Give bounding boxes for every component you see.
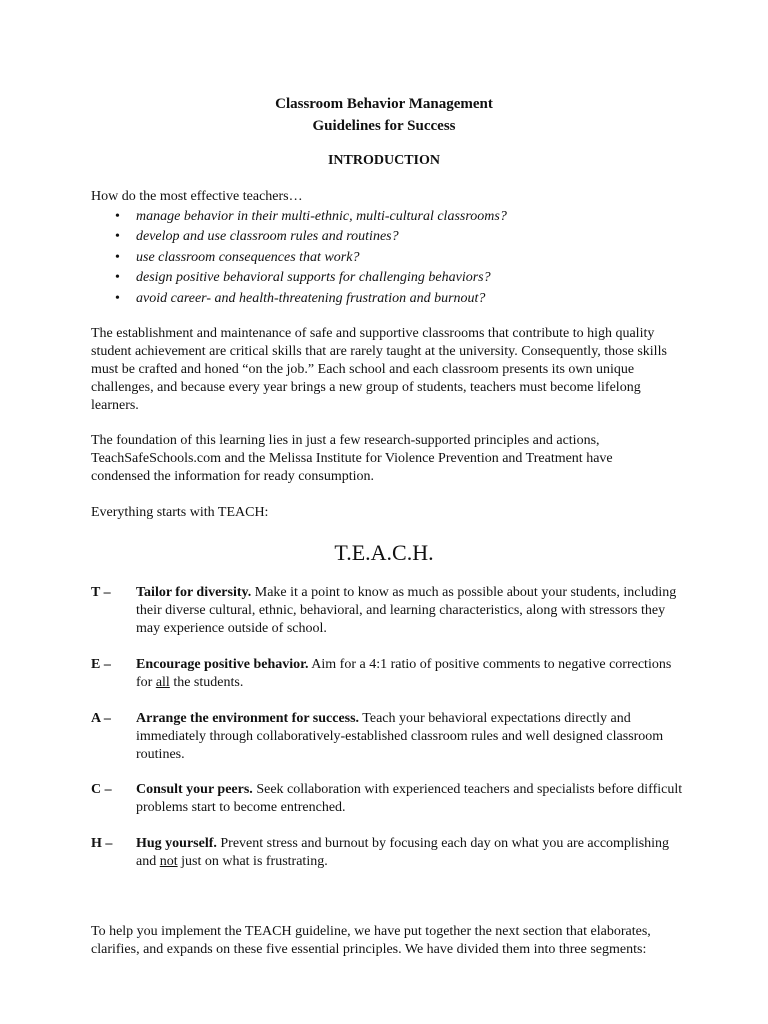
teach-item-c xyxy=(91,781,691,817)
bullet-item: • manage behavior in their multi-ethnic, multi-cultural classrooms? xyxy=(91,207,711,227)
teach-text-h-end: just on what is frustrating. xyxy=(177,854,328,869)
teach-text-e-end: the students. xyxy=(169,675,244,690)
teach-item-h xyxy=(91,835,691,871)
paragraph-foundation: The foundation of this learning lies in just a few research-supported principles and actions, TeachSafeSchools.com and the Melissa Institute for Violence Prevention and Treatment have condensed the information for ready consumption. xyxy=(91,433,613,484)
bullet-item: • avoid career- and health-threatening frustration and burnout? xyxy=(91,289,711,309)
teach-letter-e: E – xyxy=(91,657,111,672)
teach-heading-e: Encourage positive behavior. xyxy=(136,657,309,672)
document-title-line-1: Classroom Behavior Management xyxy=(275,96,493,112)
paragraph-everything-starts: Everything starts with TEACH: xyxy=(91,505,269,520)
teach-heading-a: Arrange the environment for success. xyxy=(136,711,360,726)
teach-body-t xyxy=(136,584,691,638)
teach-text-a: Teach your behavioral expectations directly and immediately through collaboratively-established classroom rules and well designed classroom routines. xyxy=(136,711,664,762)
paragraph-classroom-skills: The establishment and maintenance of safe and supportive classrooms that contribute to high quality student achievement are critical skills that are rarely taught at the university. Consequently, those skills must be crafted and honed “on the job.” Each school and each classroom presents its own unique challenges, and because every year brings a new group of students, teachers must become lifelong learners. xyxy=(91,326,667,413)
intro-question: How do the most effective teachers… xyxy=(91,189,303,204)
teach-underlined-e: all xyxy=(155,675,170,690)
teach-body-h xyxy=(136,835,691,871)
teach-letter-h: H – xyxy=(91,836,113,851)
teach-heading: T.E.A.C.H. xyxy=(334,540,434,565)
bullet-item: • use classroom consequences that work? xyxy=(91,248,711,268)
teach-text-h: Prevent stress and burnout by focusing each day on what you are accomplishing and xyxy=(136,836,670,869)
paragraph-implementation: To help you implement the TEACH guideline, we have put together the next section that elaborates, clarifies, and expands on these five essential principles. We have divided them into three segments: xyxy=(91,924,651,957)
document-title-line-2: Guidelines for Success xyxy=(312,118,456,134)
teach-item-e xyxy=(91,656,691,692)
teach-text-c: Seek collaboration with experienced teachers and specialists before difficult problems start to become entrenched. xyxy=(136,782,683,815)
teach-heading-c: Consult your peers. xyxy=(136,782,253,797)
teach-heading-h: Hug yourself. xyxy=(136,836,217,851)
teach-text-t: Make it a point to know as much as possible about your students, including their diverse cultural, ethnic, behavioral, and learning characteristics, along with stressors they may experience outside of school. xyxy=(136,585,677,636)
bullet-item: • develop and use classroom rules and routines? xyxy=(91,227,711,247)
teach-item-t xyxy=(91,584,691,638)
bullet-item: • design positive behavioral supports for challenging behaviors? xyxy=(91,268,711,288)
teach-item-a xyxy=(91,710,691,764)
teach-letter-a: A – xyxy=(91,711,111,726)
question-bullet-list xyxy=(91,207,711,309)
section-heading-introduction: INTRODUCTION xyxy=(327,153,440,168)
teach-letter-t: T – xyxy=(91,585,111,600)
teach-body-e xyxy=(136,656,691,692)
teach-body-c xyxy=(136,781,691,817)
teach-letter-c: C – xyxy=(91,782,112,797)
teach-underlined-h: not xyxy=(159,854,178,869)
teach-text-e: Aim for a 4:1 ratio of positive comments to negative corrections for xyxy=(136,657,672,690)
teach-heading-t: Tailor for diversity. xyxy=(136,585,252,600)
teach-body-a xyxy=(136,710,691,764)
